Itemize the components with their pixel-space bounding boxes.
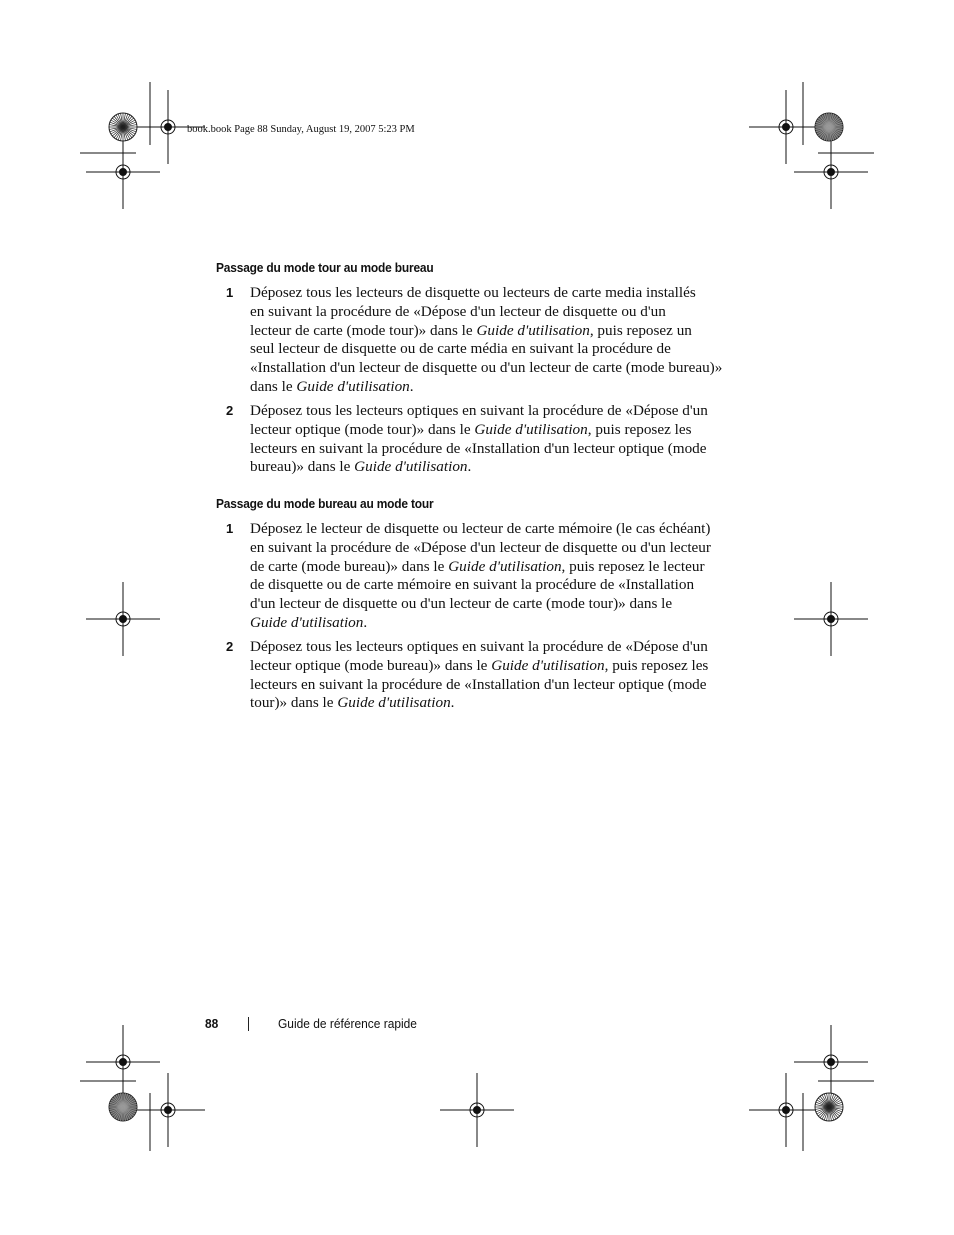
text-line: lecteur optique (mode bureau)» dans le Guide d'utilisation, puis reposez les (250, 656, 709, 674)
step-number: 1 (226, 521, 234, 536)
starburst-mark (815, 113, 843, 141)
step-text (250, 402, 716, 477)
text-line: de carte (mode bureau)» dans le Guide d'utilisation, puis reposez le lecteur (250, 557, 705, 575)
step-number: 1 (226, 285, 234, 300)
text-line: en suivant la procédure de «Dépose d'un lecteur de disquette ou d'un (250, 302, 666, 320)
registration-target (86, 582, 160, 656)
step-text (250, 638, 716, 713)
text-line: Guide d'utilisation. (250, 613, 368, 631)
registration-target (131, 1073, 205, 1147)
text-line: d'un lecteur de disquette ou d'un lecteur de carte (mode tour)» dans le (250, 595, 673, 613)
guide-title-italic: Guide d'utilisation (474, 420, 588, 438)
guide-title-italic: Guide d'utilisation (448, 557, 562, 575)
registration-target (794, 135, 868, 209)
text-line: Déposez tous les lecteurs de disquette ou lecteurs de carte media installés (250, 284, 696, 301)
registration-target (440, 1073, 514, 1147)
registration-target (749, 90, 823, 164)
registration-target (794, 1025, 868, 1099)
text-line: en suivant la procédure de «Dépose d'un lecteur de disquette ou d'un lecteur (250, 538, 711, 556)
section-heading-tour-to-desktop: Passage du mode tour au mode bureau (216, 260, 434, 275)
registration-target (86, 135, 160, 209)
step-number: 2 (226, 639, 234, 654)
text-line: Déposez tous les lecteurs optiques en suivant la procédure de «Dépose d'un (250, 638, 708, 655)
text-line: lecteur de carte (mode tour)» dans le Guide d'utilisation, puis reposez un (250, 321, 692, 339)
text-line: tour)» dans le Guide d'utilisation. (250, 694, 455, 712)
text-line: seul lecteur de disquette ou de carte média en suivant la procédure de (250, 340, 671, 358)
guide-title-italic: Guide d'utilisation (250, 613, 364, 631)
text-line: Déposez tous les lecteurs optiques en suivant la procédure de «Dépose d'un (250, 402, 708, 419)
page-number: 88 (205, 1016, 219, 1031)
guide-title-italic: Guide d'utilisation (337, 694, 451, 712)
starburst-mark (109, 113, 137, 141)
starburst-mark (815, 1093, 843, 1121)
text-line: «Installation d'un lecteur de disquette ou d'un lecteur de carte (mode bureau)» (250, 359, 723, 377)
guide-title-italic: Guide d'utilisation (491, 656, 605, 674)
step-text (250, 284, 723, 397)
guide-title-italic: Guide d'utilisation (476, 321, 590, 339)
registration-target (794, 582, 868, 656)
text-line: bureau)» dans le Guide d'utilisation. (250, 458, 472, 476)
section-heading-desktop-to-tour: Passage du mode bureau au mode tour (216, 496, 434, 511)
text-line: dans le Guide d'utilisation. (250, 377, 414, 395)
registration-target (749, 1073, 823, 1147)
text-line: lecteurs en suivant la procédure de «Installation d'un lecteur optique (mode (250, 439, 707, 457)
step-number: 2 (226, 403, 234, 418)
registration-target (86, 1025, 160, 1099)
text-line: lecteur optique (mode tour)» dans le Guide d'utilisation, puis reposez les (250, 420, 692, 438)
starburst-mark (109, 1093, 137, 1121)
text-line: de disquette ou de carte mémoire en suivant la procédure de «Installation (250, 576, 695, 594)
print-slug-line: book.book Page 88 Sunday, August 19, 2007 5:23 PM (187, 124, 415, 135)
text-line: lecteurs en suivant la procédure de «Installation d'un lecteur optique (mode (250, 675, 707, 693)
guide-title-italic: Guide d'utilisation (296, 377, 410, 395)
step-text (250, 520, 716, 633)
text-line: Déposez le lecteur de disquette ou lecteur de carte mémoire (le cas échéant) (250, 520, 711, 537)
guide-title-italic: Guide d'utilisation (354, 458, 468, 476)
footer-divider (248, 1017, 249, 1031)
footer-title: Guide de référence rapide (278, 1016, 417, 1031)
